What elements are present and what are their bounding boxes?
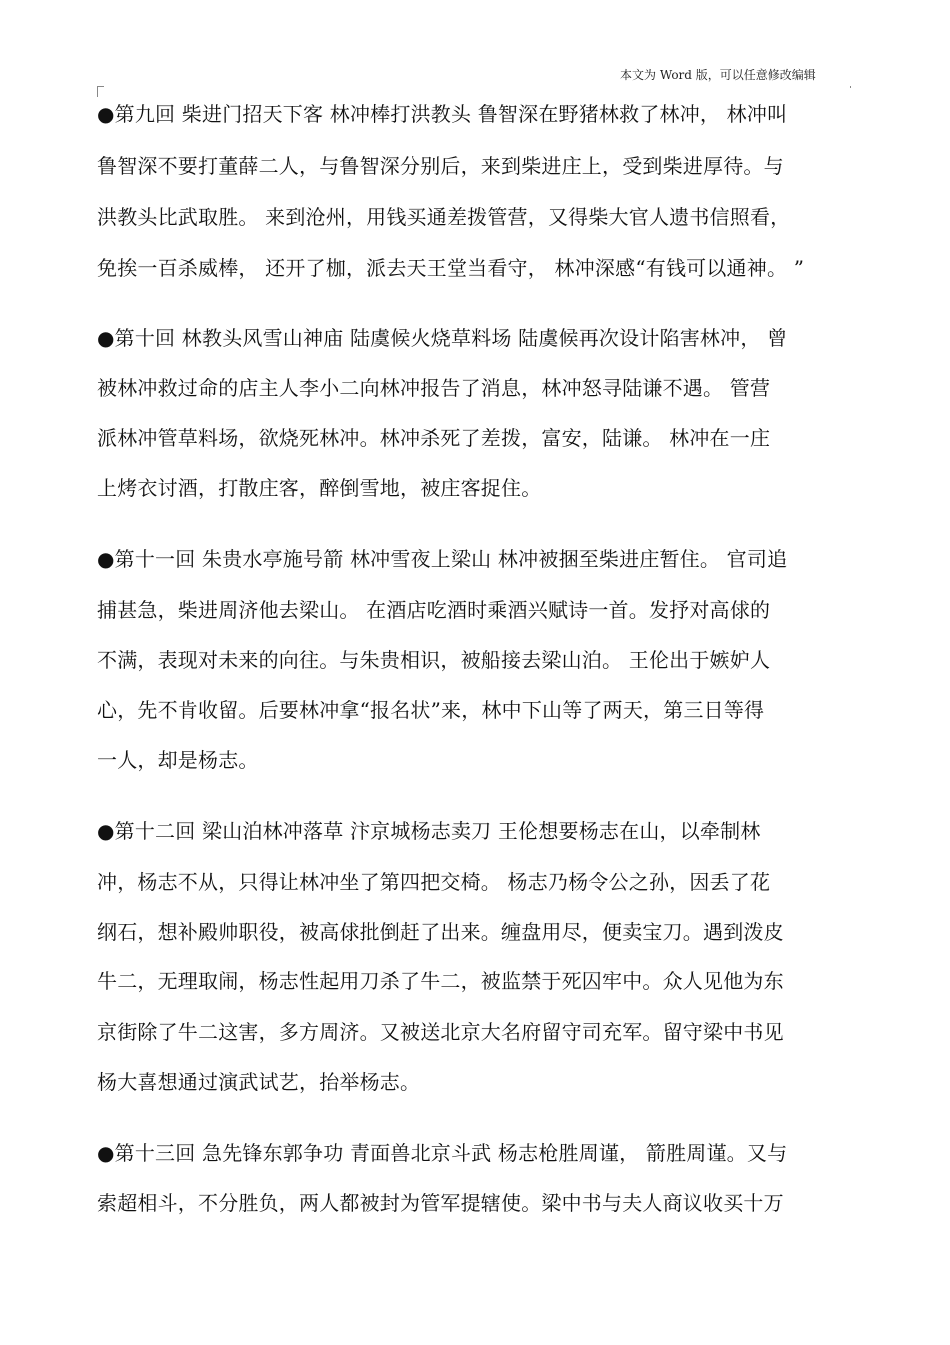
- text-line: 捕甚急，柴进周济他去梁山。 在酒店吃酒时乘酒兴赋诗一首。发抒对高俅的: [97, 598, 771, 622]
- text-line: 不满，表现对未来的向往。与朱贵相识，被船接去梁山泊。 王伦出于嫉妒人: [97, 648, 771, 672]
- text-line: 鲁智深不要打董薛二人，与鲁智深分别后，来到柴进庄上，受到柴进厚待。与: [97, 154, 784, 178]
- text-line: 索超相斗，不分胜负，两人都被封为管军提辖使。梁中书与夫人商议收买十万: [97, 1191, 784, 1215]
- text-line: 上烤衣讨酒，打散庄客，醉倒雪地，被庄客捉住。: [97, 476, 542, 500]
- text-line: 一人，却是杨志。: [97, 748, 259, 772]
- text-line: 洪教头比武取胜。 来到沧州，用钱买通差拨管营，又得柴大官人遗书信照看，: [97, 205, 791, 229]
- text-line: ●第九回 柴进门招天下客 林冲棒打洪教头 鲁智深在野猪林救了林冲， 林冲叫: [97, 102, 788, 126]
- text-line: ●第十二回 梁山泊林冲落草 汴京城杨志卖刀 王伦想要杨志在山，以牵制林: [97, 819, 761, 843]
- text-line: 心，先不肯收留。后要林冲拿“报名状”来，林中下山等了两天，第三日等得: [97, 698, 765, 722]
- text-line: 派林冲管草料场，欲烧死林冲。林冲杀死了差拨，富安，陆谦。 林冲在一庄: [97, 426, 771, 450]
- text-line: 免挨一百杀威棒， 还开了枷，派去天王堂当看守， 林冲深感“有钱可以通神。 ”: [97, 256, 805, 280]
- text-line: 被林冲救过命的店主人李小二向林冲报告了消息，林冲怒寻陆谦不遇。 管营: [97, 376, 771, 400]
- text-line: 纲石，想补殿帅职役，被高俅批倒赶了出来。缠盘用尽，便卖宝刀。遇到泼皮: [97, 920, 784, 944]
- text-line: ●第十回 林教头风雪山神庙 陆虞候火烧草料场 陆虞候再次设计陷害林冲， 曾: [97, 326, 788, 350]
- text-line: 牛二，无理取闹，杨志性起用刀杀了牛二，被监禁于死囚牢中。众人见他为东: [97, 969, 784, 993]
- text-line: ●第十三回 急先锋东郭争功 青面兽北京斗武 杨志枪胜周谨， 箭胜周谨。又与: [97, 1141, 788, 1165]
- corner-mark-left: [97, 86, 104, 97]
- text-line: 杨大喜想通过演武试艺，抬举杨志。: [97, 1070, 421, 1094]
- header-note: 本文为 Word 版，可以任意修改编辑: [620, 68, 816, 82]
- corner-mark-right: [850, 86, 857, 88]
- text-line: 冲，杨志不从，只得让林冲坐了第四把交椅。 杨志乃杨令公之孙，因丢了花: [97, 870, 771, 894]
- text-line: ●第十一回 朱贵水亭施号箭 林冲雪夜上梁山 林冲被捆至柴进庄暂住。 官司追: [97, 547, 788, 571]
- text-line: 京街除了牛二这害，多方周济。又被送北京大名府留守司充军。留守梁中书见: [97, 1020, 784, 1044]
